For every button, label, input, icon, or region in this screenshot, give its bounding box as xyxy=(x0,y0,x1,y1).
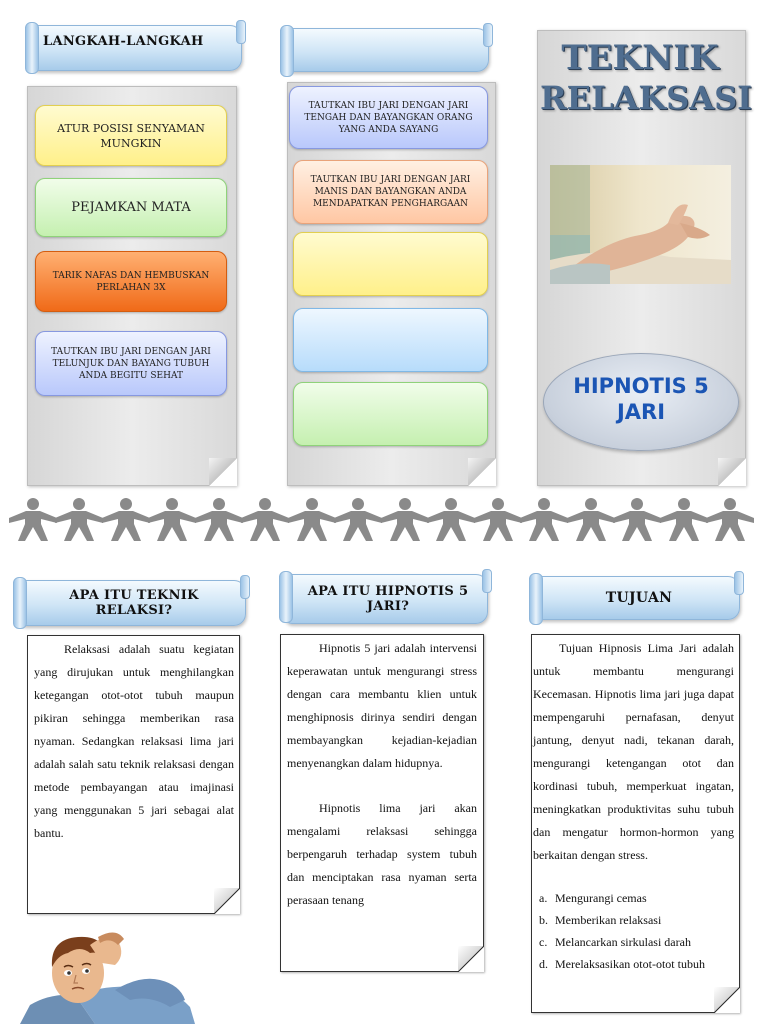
step-box-6 xyxy=(293,160,488,224)
step-text-3: TARIK NAFAS DAN HEMBUSKAN PERLAHAN 3X xyxy=(52,270,210,293)
col2-paragraph-2: Hipnotis lima jari akan mengalami relaksasi sehingga berpengaruh terhadap system tubuh dan menciptakan rasa nyaman serta perasaan tenang xyxy=(287,801,477,907)
middle-header xyxy=(285,28,489,72)
tujuan-list-item: a. Mengurangi cemas xyxy=(539,891,647,905)
tujuan-list-item: d. Merelaksasikan otot-otot tubuh xyxy=(539,957,705,971)
step-box-4 xyxy=(35,331,227,396)
col2-card xyxy=(280,634,484,972)
page-fold-corner xyxy=(468,458,496,486)
col3-card xyxy=(531,634,740,1013)
tujuan-list-item: c. Melancarkan sirkulasi darah xyxy=(539,935,691,949)
cover-badge-line1: HIPNOTIS 5 xyxy=(573,374,709,398)
step-box-3 xyxy=(35,251,227,312)
col2-paragraph-1: Hipnotis 5 jari adalah intervensi keperawatan untuk mengurangi stress dengan cara membantu klien untuk menghipnosis dirinya sendiri dengan membayangkan kejadian-kejadian menyenangkan dalam hidupnya. xyxy=(287,641,477,770)
step-box-1 xyxy=(35,105,227,166)
langkah-header-text: LANGKAH-LANGKAH xyxy=(43,34,204,49)
page-fold-corner xyxy=(214,888,240,914)
step-text-5: TAUTKAN IBU JARI DENGAN JARI TENGAH DAN BAYANGKAN ORANG YANG ANDA SAYANG xyxy=(304,100,473,135)
page-fold-corner xyxy=(718,458,746,486)
person-chain-figures xyxy=(0,498,768,542)
col2-header xyxy=(284,574,488,624)
col2-header-text: APA ITU HIPNOTIS 5 JARI? xyxy=(307,584,469,614)
page-fold-corner xyxy=(209,458,237,486)
cover-title-line2: RELAKSASI xyxy=(540,79,753,117)
col1-paragraph: Relaksasi adalah suatu kegiatan yang dirujukan untuk menghilangkan ketegangan otot-otot tubuh maupun pikiran sehingga memberikan rasa nyaman. Sedangkan relaksasi lima jari adalah salah satu teknik relaksasi dengan metode pembayangan atau imajinasi yang menggunakan 5 jari sebagai alat bantu. xyxy=(34,642,234,840)
middle-header-text xyxy=(296,29,482,71)
step-text-2: PEJAMKAN MATA xyxy=(71,200,191,215)
step-box-8 xyxy=(293,308,488,372)
cover-badge-line2: JARI xyxy=(616,400,666,424)
step-text-6: TAUTKAN IBU JARI DENGAN JARI MANIS DAN BAYANGKAN ANDA MENDAPATKAN PENGHARGAAN xyxy=(310,175,471,209)
page-fold-corner xyxy=(458,946,484,972)
confused-man-illustration xyxy=(20,925,200,1024)
meditation-photo xyxy=(550,165,731,284)
step-box-2 xyxy=(35,178,227,237)
page-fold-corner xyxy=(714,987,740,1013)
langkah-header xyxy=(30,25,242,71)
step-box-5 xyxy=(289,86,488,149)
col3-header-text: TUJUAN xyxy=(605,589,673,606)
col3-paragraph: Tujuan Hipnosis Lima Jari adalah untuk membantu mengurangi Kecemasan. Hipnotis lima jari juga dapat mempengaruhi pernafasan, denyut jantung, denyut nadi, tekanan darah, mengurangi ketengangan otot dan kordinasi tubuh, memperkuat ingatan, meningkatkan produktivitas suhu tubuh dan mengatur hormon-hormon yang berkaitan dengan stress. xyxy=(533,641,734,862)
col1-header-text: APA ITU TEKNIK RELAKSI? xyxy=(69,588,199,618)
step-box-9 xyxy=(293,382,488,446)
cover-title xyxy=(540,38,753,118)
col1-card xyxy=(27,635,240,914)
tujuan-list xyxy=(533,887,734,975)
col1-header xyxy=(18,580,246,626)
col3-header xyxy=(534,576,740,620)
step-box-7 xyxy=(293,232,488,296)
step-text-4: TAUTKAN IBU JARI DENGAN JARI TELUNJUK DAN BAYANG TUBUH ANDA BEGITU SEHAT xyxy=(51,346,211,381)
tujuan-list-item: b. Memberikan relaksasi xyxy=(539,913,662,927)
cover-title-line1: TEKNIK xyxy=(561,38,719,78)
cover-badge xyxy=(543,353,739,451)
step-text-1: ATUR POSISI SENYAMAN MUNGKIN xyxy=(57,121,205,150)
